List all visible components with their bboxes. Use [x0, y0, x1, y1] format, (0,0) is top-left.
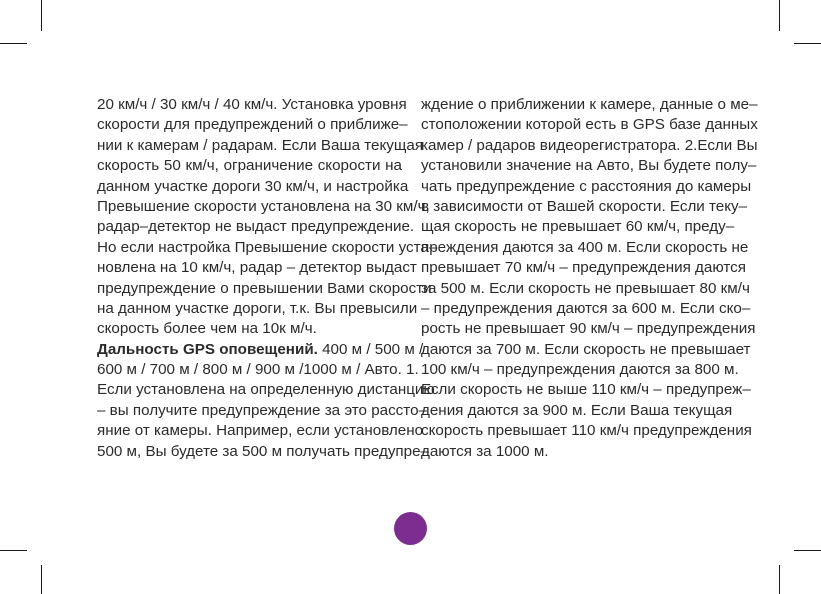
text-line: Превышение скорости установлена на 30 км/ч,: [97, 197, 430, 215]
text-line: предупреждение о превышении Вами скорости: [97, 279, 432, 297]
gps-range-heading: Дальность GPS оповещений.: [97, 340, 318, 358]
text-line: скорость более чем на 10к м/ч.: [97, 320, 317, 338]
crop-mark-top-left-horizontal: [0, 43, 27, 44]
text-line: рость не превышает 90 км/ч – предупреждения: [421, 320, 756, 338]
text-line: щая скорость не превышает 60 км/ч, преду–: [421, 218, 735, 236]
text-line: даются за 1000 м.: [421, 442, 549, 460]
text-line: даются за 700 м. Если скорость не превышает: [421, 340, 751, 358]
text-line: 500 м, Вы будете за 500 м получать предупре–: [97, 442, 429, 460]
crop-mark-bottom-right-horizontal: [794, 550, 821, 551]
text-line: Но если настройка Превышение скорости уста–: [97, 238, 438, 256]
crop-mark-top-left-vertical: [41, 0, 42, 31]
text-line: ждение о приближении к камере, данные о ме–: [421, 96, 758, 113]
text-line: новлена на 10 км/ч, радар – детектор выдаст: [97, 259, 417, 277]
text-line: камер / радаров видеорегистратора. 2.Если Вы: [421, 136, 758, 154]
text-line: радар–детектор не выдаст предупреждение.: [97, 218, 415, 236]
gps-range-values: 400 м / 500 м /: [317, 340, 424, 358]
text-line: Если установлена на определенную дистанцию: [97, 381, 435, 399]
text-line: данном участке дороги 30 км/ч, и настройка: [97, 177, 409, 195]
text-line: за 500 м. Если скорость не превышает 80 км/ч: [421, 279, 750, 297]
text-line: 20 км/ч / 30 км/ч / 40 км/ч. Установка уровня: [97, 96, 407, 113]
text-line: превышает 70 км/ч – предупреждения даются: [421, 259, 747, 277]
text-line: скорости для предупреждений о приближе–: [97, 116, 408, 134]
text-line: стоположении которой есть в GPS базе данных: [421, 116, 758, 134]
text-line: 100 км/ч – предупреждения даются за 800 м.: [421, 361, 739, 379]
text-line: – предупреждения даются за 600 м. Если ско–: [421, 299, 751, 317]
text-line: – вы получите предупреждение за это рассто–: [97, 401, 427, 419]
text-line: нии к камерам / радарам. Если Ваша текущая: [97, 136, 424, 154]
text-line: скорость 50 км/ч, ограничение скорости на: [97, 157, 402, 175]
crop-mark-bottom-left-vertical: [41, 565, 42, 594]
text-line: преждения даются за 400 м. Если скорость не: [421, 238, 749, 256]
text-line: 600 м / 700 м / 800 м / 900 м /1000 м / Авто. 1.: [97, 361, 419, 379]
gps-range-heading-line: [97, 340, 424, 360]
text-line: в зависимости от Вашей скорости. Если теку–: [421, 197, 748, 215]
crop-mark-top-right-horizontal: [794, 43, 821, 44]
text-line: дения даются за 900 м. Если Ваша текущая: [421, 401, 733, 419]
text-line: на данном участке дороги, т.к. Вы превысили: [97, 299, 418, 317]
text-line: Если скорость не выше 110 км/ч – предупреж–: [421, 381, 751, 399]
text-line: яние от камеры. Например, если установлено: [97, 422, 424, 440]
text-line: установили значение на Авто, Вы будете полу–: [421, 157, 757, 175]
text-line: скорость превышает 110 км/ч предупреждения: [421, 422, 752, 440]
page-marker-dot: [394, 512, 427, 545]
crop-mark-bottom-right-vertical: [779, 565, 780, 594]
text-line: чать предупреждение с расстояния до камеры: [421, 177, 752, 195]
right-text-column: [421, 95, 758, 462]
crop-mark-bottom-left-horizontal: [0, 550, 27, 551]
left-text-column: [97, 95, 438, 462]
crop-mark-top-right-vertical: [779, 0, 780, 31]
